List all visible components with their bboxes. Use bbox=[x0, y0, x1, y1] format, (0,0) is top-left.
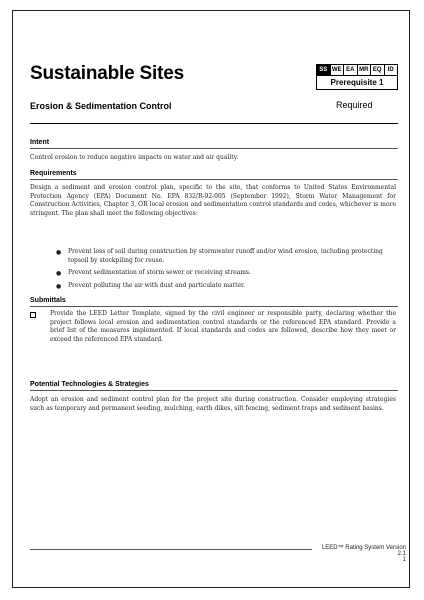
submittals-divider bbox=[30, 306, 398, 307]
strategies-heading: Potential Technologies & Strategies bbox=[30, 381, 149, 388]
category-tabs bbox=[316, 64, 398, 76]
bullet-icon: ● bbox=[56, 249, 62, 256]
page-number: 1 bbox=[402, 557, 406, 563]
category-eq: EQ bbox=[370, 64, 384, 76]
checkbox-icon bbox=[30, 312, 36, 318]
category-ss: SS bbox=[316, 64, 330, 76]
header-divider bbox=[30, 123, 398, 124]
objective-item: ● Prevent polluting the air with dust and particulate matter. bbox=[56, 282, 246, 291]
category-ea: EA bbox=[343, 64, 357, 76]
footer-divider bbox=[30, 549, 312, 550]
strategies-divider bbox=[30, 390, 398, 391]
category-id: ID bbox=[384, 64, 399, 76]
requirements-heading: Requirements bbox=[30, 170, 77, 177]
requirements-text: Design a sediment and erosion control plan, specific to the site, that conforms to United States Environmental Protection Agency (EPA) Document No. EPA 832/R-92-005 (September 1992), Storm Water Management for Construction Activities, Chapter 3, OR local erosion and sedimentation control standards and codes, whichever is more stringent. The plan shall meet the following objectives: bbox=[30, 184, 396, 218]
credit-category-box bbox=[316, 64, 398, 90]
category-mr: MR bbox=[357, 64, 371, 76]
intent-heading: Intent bbox=[30, 139, 50, 146]
strategies-text: Adopt an erosion and sediment control plan for the project site during construction. Consider employing strategies such as temporary and permanent seeding, mulching, earth dikes, silt fencing, sediment traps and sediment basins. bbox=[30, 396, 396, 412]
prerequisite-label: Prerequisite 1 bbox=[316, 76, 398, 90]
bullet-icon: ● bbox=[56, 270, 62, 278]
category-we: WE bbox=[330, 64, 344, 76]
credit-subtitle: Erosion & Sedimentation Control bbox=[30, 101, 172, 111]
intent-text: Control erosion to reduce negative impacts on water and air quality. bbox=[30, 154, 239, 161]
submittals-heading: Submittals bbox=[30, 297, 66, 304]
footer-system-label: LEED™ Rating System Version 2.1 bbox=[321, 545, 406, 557]
bullet-icon: ● bbox=[56, 283, 62, 291]
intent-divider bbox=[30, 148, 398, 149]
requirements-divider bbox=[30, 179, 398, 180]
submittal-text: Provide the LEED Letter Template, signed by the civil engineer or responsible party, declaring whether the project follows local erosion and sedimentation control standards or the referenced EPA standard. Provide a brief list of the measures implemented. If local standards and codes are followed, describe how they meet or exceed the referenced EPA standard. bbox=[50, 310, 396, 344]
objective-item: ● Prevent sedimentation of storm sewer or receiving streams. bbox=[56, 269, 251, 278]
page-frame bbox=[12, 10, 410, 588]
status-label: Required bbox=[336, 100, 373, 110]
requirements-objectives bbox=[56, 248, 386, 295]
objective-item: ● Prevent loss of soil during construction by stormwater runoff and/or wind erosion, including protecting topsoil by stockpiling for reuse. bbox=[56, 248, 383, 264]
page-title: Sustainable Sites bbox=[30, 63, 184, 84]
